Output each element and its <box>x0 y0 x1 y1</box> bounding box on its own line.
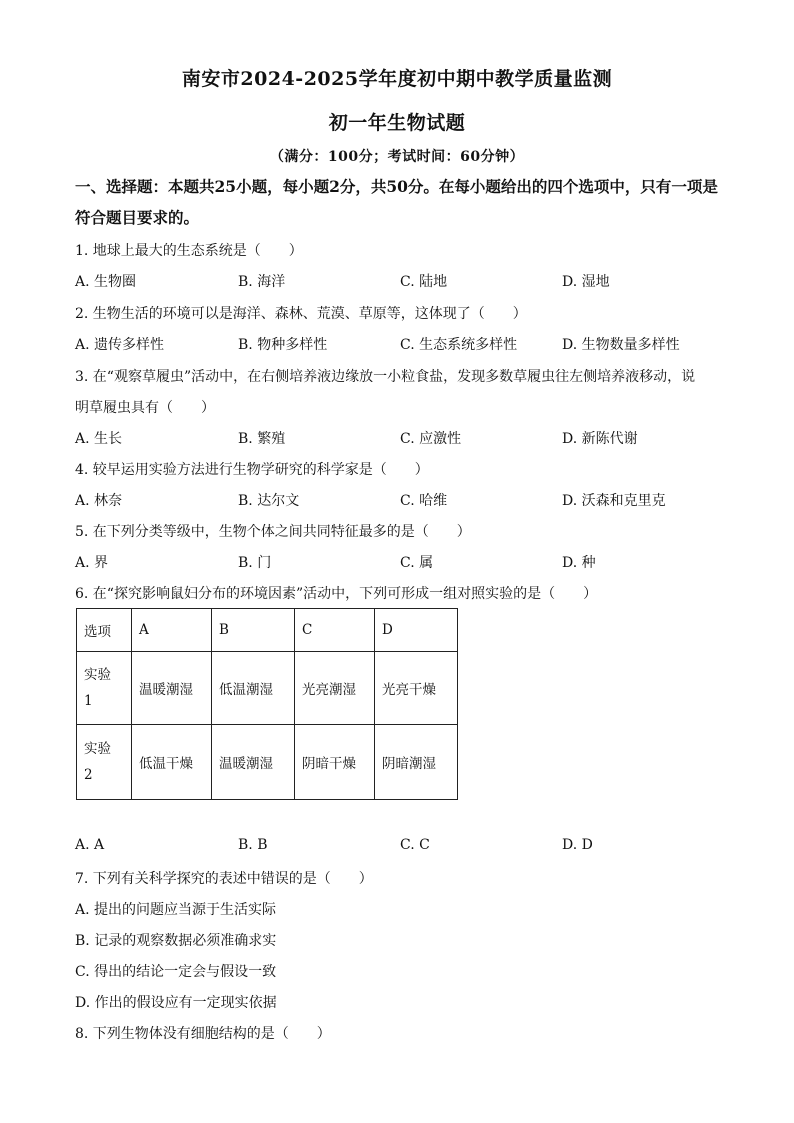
option-a: A. 生物圈 <box>75 274 137 290</box>
question-stem: 7. 下列有关科学探究的表述中错误的是（ ） <box>75 871 373 887</box>
table-cell: 光亮潮湿 <box>295 652 375 725</box>
exam-subtitle: 初一年生物试题 <box>328 112 466 134</box>
table-cell: 温暖潮湿 <box>212 725 295 800</box>
option-a: A. 遗传多样性 <box>75 337 165 353</box>
option-b: B. 繁殖 <box>238 431 286 447</box>
question-options <box>75 552 723 572</box>
option-c: C. C <box>400 837 430 853</box>
option-d: D. 湿地 <box>562 274 610 290</box>
option-d: D. 种 <box>562 555 596 571</box>
table-cell: 温暖潮湿 <box>132 652 212 725</box>
option-c: C. 生态系统多样性 <box>400 337 518 353</box>
option-a: A. A <box>75 837 105 853</box>
question-stem: 6. 在“探究影响鼠妇分布的环境因素”活动中，下列可形成一组对照实验的是（ ） <box>75 586 598 602</box>
option-c: C. 哈维 <box>400 493 448 509</box>
option-b: B. 海洋 <box>238 274 286 290</box>
table-cell: 低温干燥 <box>132 725 212 800</box>
option-d: D. 新陈代谢 <box>562 431 638 447</box>
option-d: D. 沃森和克里克 <box>562 493 666 509</box>
option-c: C. 应激性 <box>400 431 462 447</box>
option-c: C. 陆地 <box>400 274 448 290</box>
question-options <box>75 490 723 510</box>
table-header-cell: B <box>212 609 295 652</box>
option-a: A. 林奈 <box>75 493 123 509</box>
table-header-cell: A <box>132 609 212 652</box>
exam-title: 南安市2024-2025学年度初中期中教学质量监测 <box>181 68 613 90</box>
option-d: D. 生物数量多样性 <box>562 337 680 353</box>
question-options <box>75 334 723 354</box>
row-label <box>77 652 132 725</box>
question-stem: 8. 下列生物体没有细胞结构的是（ ） <box>75 1026 331 1042</box>
option-a: A. 界 <box>75 555 109 571</box>
experiment-table <box>76 608 458 800</box>
row-label-number: 2 <box>84 767 93 783</box>
question-stem: 4. 较早运用实验方法进行生物学研究的科学家是（ ） <box>75 462 429 478</box>
exam-info: （满分：100分；考试时间：60分钟） <box>269 149 525 165</box>
table-cell: 阴暗干燥 <box>295 725 375 800</box>
option-b: B. 物种多样性 <box>238 337 328 353</box>
question-options <box>75 837 723 857</box>
question-stem: 5. 在下列分类等级中，生物个体之间共同特征最多的是（ ） <box>75 524 471 540</box>
question-options <box>75 271 723 291</box>
option-b: B. 达尔文 <box>238 493 300 509</box>
section-heading: 一、选择题：本题共25小题，每小题2分，共50分。在每小题给出的四个选项中，只有一项是符合题目要求的。 <box>75 177 718 227</box>
table-row <box>77 652 458 725</box>
table-cell: 阴暗潮湿 <box>375 725 458 800</box>
table-header-cell: D <box>375 609 458 652</box>
option-b: B. 门 <box>238 555 272 571</box>
question-stem-line2: 明草履虫具有（ ） <box>75 400 215 416</box>
question-stem-line1: 3. 在“观察草履虫”活动中，在右侧培养液边缘放一小粒食盐，发现多数草履虫往左侧培养液移动，说 <box>75 369 696 385</box>
option-c: C. 属 <box>400 555 434 571</box>
table-row <box>77 725 458 800</box>
table-cell: 光亮干燥 <box>375 652 458 725</box>
question-stem: 2. 生物生活的环境可以是海洋、森林、荒漠、草原等，这体现了（ ） <box>75 306 527 322</box>
table-header-cell: 选项 <box>77 609 132 652</box>
option-d: D. 作出的假设应有一定现实依据 <box>75 995 277 1011</box>
question-options <box>75 428 723 448</box>
option-a: A. 生长 <box>75 431 123 447</box>
table-header-row <box>77 609 458 652</box>
option-b: B. B <box>238 837 268 853</box>
option-b: B. 记录的观察数据必须准确求实 <box>75 933 277 949</box>
table-cell: 低温潮湿 <box>212 652 295 725</box>
row-label <box>77 725 132 800</box>
row-label-number: 1 <box>84 693 93 709</box>
row-label-text: 实验 <box>84 667 111 683</box>
question-stem: 1. 地球上最大的生态系统是（ ） <box>75 243 303 259</box>
option-a: A. 提出的问题应当源于生活实际 <box>75 902 277 918</box>
row-label-text: 实验 <box>84 741 111 757</box>
option-c: C. 得出的结论一定会与假设一致 <box>75 964 277 980</box>
table-header-cell: C <box>295 609 375 652</box>
option-d: D. D <box>562 837 593 853</box>
